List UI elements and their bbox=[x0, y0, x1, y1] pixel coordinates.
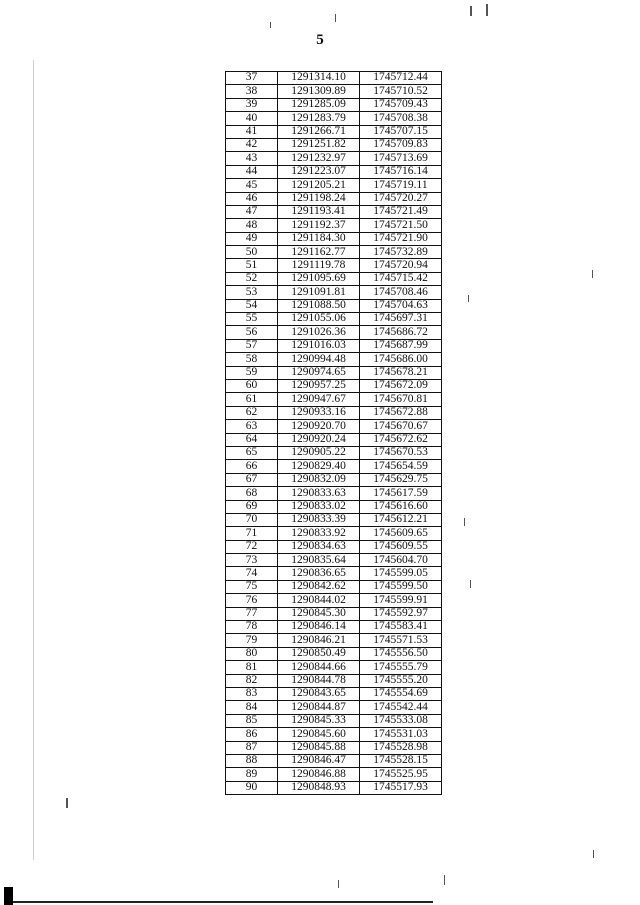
table-row bbox=[226, 313, 442, 326]
table-row bbox=[226, 272, 442, 285]
x-coordinate-cell: 1290994.48 bbox=[278, 353, 360, 366]
y-coordinate-cell: 1745517.93 bbox=[360, 781, 442, 794]
y-coordinate-cell: 1745670.53 bbox=[360, 446, 442, 459]
scan-speck bbox=[464, 518, 465, 526]
y-coordinate-cell: 1745712.44 bbox=[360, 72, 442, 85]
point-number-cell: 85 bbox=[226, 714, 278, 727]
y-coordinate-cell: 1745686.00 bbox=[360, 353, 442, 366]
point-number-cell: 45 bbox=[226, 179, 278, 192]
table-row bbox=[226, 687, 442, 700]
point-number-cell: 60 bbox=[226, 379, 278, 392]
table-row bbox=[226, 246, 442, 259]
point-number-cell: 50 bbox=[226, 246, 278, 259]
point-number-cell: 70 bbox=[226, 513, 278, 526]
x-coordinate-cell: 1290845.30 bbox=[278, 607, 360, 620]
x-coordinate-cell: 1291232.97 bbox=[278, 152, 360, 165]
table-row bbox=[226, 527, 442, 540]
point-number-cell: 68 bbox=[226, 487, 278, 500]
table-row bbox=[226, 754, 442, 767]
table-row bbox=[226, 728, 442, 741]
coordinates-table bbox=[225, 71, 442, 795]
x-coordinate-cell: 1290835.64 bbox=[278, 554, 360, 567]
y-coordinate-cell: 1745697.31 bbox=[360, 313, 442, 326]
y-coordinate-cell: 1745716.14 bbox=[360, 165, 442, 178]
point-number-cell: 40 bbox=[226, 112, 278, 125]
x-coordinate-cell: 1290844.02 bbox=[278, 594, 360, 607]
table-row bbox=[226, 420, 442, 433]
x-coordinate-cell: 1290848.93 bbox=[278, 781, 360, 794]
y-coordinate-cell: 1745533.08 bbox=[360, 714, 442, 727]
x-coordinate-cell: 1291119.78 bbox=[278, 259, 360, 272]
x-coordinate-cell: 1291095.69 bbox=[278, 272, 360, 285]
table-row bbox=[226, 781, 442, 794]
table-row bbox=[226, 741, 442, 754]
y-coordinate-cell: 1745531.03 bbox=[360, 728, 442, 741]
scan-speck bbox=[593, 850, 594, 858]
point-number-cell: 74 bbox=[226, 567, 278, 580]
scan-speck bbox=[486, 4, 488, 16]
point-number-cell: 54 bbox=[226, 299, 278, 312]
table-row bbox=[226, 701, 442, 714]
table-row bbox=[226, 152, 442, 165]
x-coordinate-cell: 1290933.16 bbox=[278, 406, 360, 419]
y-coordinate-cell: 1745721.90 bbox=[360, 232, 442, 245]
x-coordinate-cell: 1291091.81 bbox=[278, 286, 360, 299]
point-number-cell: 52 bbox=[226, 272, 278, 285]
point-number-cell: 37 bbox=[226, 72, 278, 85]
x-coordinate-cell: 1290920.24 bbox=[278, 433, 360, 446]
table-row bbox=[226, 580, 442, 593]
table-row bbox=[226, 406, 442, 419]
y-coordinate-cell: 1745719.11 bbox=[360, 179, 442, 192]
y-coordinate-cell: 1745571.53 bbox=[360, 634, 442, 647]
point-number-cell: 89 bbox=[226, 768, 278, 781]
point-number-cell: 39 bbox=[226, 98, 278, 111]
x-coordinate-cell: 1290845.88 bbox=[278, 741, 360, 754]
x-coordinate-cell: 1290846.47 bbox=[278, 754, 360, 767]
scan-speck bbox=[335, 14, 336, 22]
point-number-cell: 75 bbox=[226, 580, 278, 593]
y-coordinate-cell: 1745528.15 bbox=[360, 754, 442, 767]
y-coordinate-cell: 1745708.46 bbox=[360, 286, 442, 299]
point-number-cell: 38 bbox=[226, 85, 278, 98]
y-coordinate-cell: 1745609.65 bbox=[360, 527, 442, 540]
point-number-cell: 61 bbox=[226, 393, 278, 406]
point-number-cell: 86 bbox=[226, 728, 278, 741]
x-coordinate-cell: 1290844.78 bbox=[278, 674, 360, 687]
y-coordinate-cell: 1745672.88 bbox=[360, 406, 442, 419]
y-coordinate-cell: 1745556.50 bbox=[360, 647, 442, 660]
x-coordinate-cell: 1291193.41 bbox=[278, 205, 360, 218]
y-coordinate-cell: 1745720.27 bbox=[360, 192, 442, 205]
point-number-cell: 63 bbox=[226, 420, 278, 433]
scan-speck bbox=[270, 22, 271, 28]
table-row bbox=[226, 661, 442, 674]
table-row bbox=[226, 647, 442, 660]
table-row bbox=[226, 125, 442, 138]
y-coordinate-cell: 1745708.38 bbox=[360, 112, 442, 125]
point-number-cell: 46 bbox=[226, 192, 278, 205]
x-coordinate-cell: 1290974.65 bbox=[278, 366, 360, 379]
point-number-cell: 90 bbox=[226, 781, 278, 794]
table-row bbox=[226, 393, 442, 406]
point-number-cell: 42 bbox=[226, 138, 278, 151]
y-coordinate-cell: 1745670.67 bbox=[360, 420, 442, 433]
x-coordinate-cell: 1290833.92 bbox=[278, 527, 360, 540]
table-row bbox=[226, 98, 442, 111]
x-coordinate-cell: 1291266.71 bbox=[278, 125, 360, 138]
y-coordinate-cell: 1745715.42 bbox=[360, 272, 442, 285]
point-number-cell: 72 bbox=[226, 540, 278, 553]
point-number-cell: 65 bbox=[226, 446, 278, 459]
y-coordinate-cell: 1745629.75 bbox=[360, 473, 442, 486]
point-number-cell: 79 bbox=[226, 634, 278, 647]
x-coordinate-cell: 1290834.63 bbox=[278, 540, 360, 553]
x-coordinate-cell: 1290843.65 bbox=[278, 687, 360, 700]
y-coordinate-cell: 1745686.72 bbox=[360, 326, 442, 339]
table-row bbox=[226, 138, 442, 151]
y-coordinate-cell: 1745709.43 bbox=[360, 98, 442, 111]
point-number-cell: 76 bbox=[226, 594, 278, 607]
x-coordinate-cell: 1291192.37 bbox=[278, 219, 360, 232]
table-row bbox=[226, 513, 442, 526]
x-coordinate-cell: 1290833.63 bbox=[278, 487, 360, 500]
point-number-cell: 78 bbox=[226, 621, 278, 634]
point-number-cell: 55 bbox=[226, 313, 278, 326]
table-row bbox=[226, 379, 442, 392]
table-row bbox=[226, 366, 442, 379]
point-number-cell: 77 bbox=[226, 607, 278, 620]
x-coordinate-cell: 1291283.79 bbox=[278, 112, 360, 125]
y-coordinate-cell: 1745542.44 bbox=[360, 701, 442, 714]
y-coordinate-cell: 1745599.50 bbox=[360, 580, 442, 593]
x-coordinate-cell: 1290947.67 bbox=[278, 393, 360, 406]
coordinates-table-body bbox=[226, 72, 442, 795]
table-row bbox=[226, 112, 442, 125]
x-coordinate-cell: 1290833.02 bbox=[278, 500, 360, 513]
point-number-cell: 80 bbox=[226, 647, 278, 660]
table-row bbox=[226, 326, 442, 339]
y-coordinate-cell: 1745583.41 bbox=[360, 621, 442, 634]
x-coordinate-cell: 1290845.33 bbox=[278, 714, 360, 727]
y-coordinate-cell: 1745604.70 bbox=[360, 554, 442, 567]
y-coordinate-cell: 1745720.94 bbox=[360, 259, 442, 272]
y-coordinate-cell: 1745672.62 bbox=[360, 433, 442, 446]
point-number-cell: 57 bbox=[226, 339, 278, 352]
x-coordinate-cell: 1291162.77 bbox=[278, 246, 360, 259]
point-number-cell: 69 bbox=[226, 500, 278, 513]
y-coordinate-cell: 1745678.21 bbox=[360, 366, 442, 379]
table-row bbox=[226, 259, 442, 272]
y-coordinate-cell: 1745554.69 bbox=[360, 687, 442, 700]
y-coordinate-cell: 1745710.52 bbox=[360, 85, 442, 98]
table-row bbox=[226, 473, 442, 486]
x-coordinate-cell: 1290833.39 bbox=[278, 513, 360, 526]
table-row bbox=[226, 165, 442, 178]
point-number-cell: 43 bbox=[226, 152, 278, 165]
page-number: 5 bbox=[316, 32, 324, 48]
scan-speck bbox=[470, 580, 471, 588]
scan-speck bbox=[592, 270, 593, 278]
x-coordinate-cell: 1290844.87 bbox=[278, 701, 360, 714]
point-number-cell: 53 bbox=[226, 286, 278, 299]
y-coordinate-cell: 1745707.15 bbox=[360, 125, 442, 138]
scan-speck bbox=[338, 880, 339, 888]
point-number-cell: 64 bbox=[226, 433, 278, 446]
point-number-cell: 81 bbox=[226, 661, 278, 674]
table-row bbox=[226, 554, 442, 567]
scan-speck bbox=[468, 295, 469, 302]
scan-bottom-line bbox=[13, 901, 433, 903]
table-row bbox=[226, 85, 442, 98]
table-row bbox=[226, 500, 442, 513]
table-row bbox=[226, 219, 442, 232]
y-coordinate-cell: 1745721.49 bbox=[360, 205, 442, 218]
point-number-cell: 82 bbox=[226, 674, 278, 687]
point-number-cell: 71 bbox=[226, 527, 278, 540]
y-coordinate-cell: 1745617.59 bbox=[360, 487, 442, 500]
scan-speck bbox=[470, 6, 472, 16]
x-coordinate-cell: 1291309.89 bbox=[278, 85, 360, 98]
point-number-cell: 44 bbox=[226, 165, 278, 178]
table-row bbox=[226, 192, 442, 205]
x-coordinate-cell: 1290829.40 bbox=[278, 460, 360, 473]
table-row bbox=[226, 634, 442, 647]
table-row bbox=[226, 433, 442, 446]
x-coordinate-cell: 1291198.24 bbox=[278, 192, 360, 205]
y-coordinate-cell: 1745555.79 bbox=[360, 661, 442, 674]
point-number-cell: 48 bbox=[226, 219, 278, 232]
table-row bbox=[226, 179, 442, 192]
table-row bbox=[226, 540, 442, 553]
table-row bbox=[226, 621, 442, 634]
y-coordinate-cell: 1745721.50 bbox=[360, 219, 442, 232]
point-number-cell: 73 bbox=[226, 554, 278, 567]
y-coordinate-cell: 1745599.91 bbox=[360, 594, 442, 607]
point-number-cell: 56 bbox=[226, 326, 278, 339]
y-coordinate-cell: 1745670.81 bbox=[360, 393, 442, 406]
point-number-cell: 47 bbox=[226, 205, 278, 218]
point-number-cell: 84 bbox=[226, 701, 278, 714]
x-coordinate-cell: 1290844.66 bbox=[278, 661, 360, 674]
point-number-cell: 83 bbox=[226, 687, 278, 700]
table-row bbox=[226, 594, 442, 607]
x-coordinate-cell: 1290850.49 bbox=[278, 647, 360, 660]
table-row bbox=[226, 232, 442, 245]
x-coordinate-cell: 1291205.21 bbox=[278, 179, 360, 192]
point-number-cell: 41 bbox=[226, 125, 278, 138]
y-coordinate-cell: 1745616.60 bbox=[360, 500, 442, 513]
x-coordinate-cell: 1290846.21 bbox=[278, 634, 360, 647]
table-row bbox=[226, 72, 442, 85]
x-coordinate-cell: 1290846.88 bbox=[278, 768, 360, 781]
table-row bbox=[226, 714, 442, 727]
y-coordinate-cell: 1745599.05 bbox=[360, 567, 442, 580]
y-coordinate-cell: 1745555.20 bbox=[360, 674, 442, 687]
point-number-cell: 49 bbox=[226, 232, 278, 245]
table-row bbox=[226, 353, 442, 366]
table-row bbox=[226, 567, 442, 580]
table-row bbox=[226, 339, 442, 352]
x-coordinate-cell: 1290845.60 bbox=[278, 728, 360, 741]
y-coordinate-cell: 1745528.98 bbox=[360, 741, 442, 754]
table-row bbox=[226, 674, 442, 687]
point-number-cell: 62 bbox=[226, 406, 278, 419]
y-coordinate-cell: 1745672.09 bbox=[360, 379, 442, 392]
table-row bbox=[226, 299, 442, 312]
y-coordinate-cell: 1745592.97 bbox=[360, 607, 442, 620]
scan-speck bbox=[444, 875, 445, 885]
x-coordinate-cell: 1291184.30 bbox=[278, 232, 360, 245]
point-number-cell: 51 bbox=[226, 259, 278, 272]
y-coordinate-cell: 1745612.21 bbox=[360, 513, 442, 526]
y-coordinate-cell: 1745709.83 bbox=[360, 138, 442, 151]
y-coordinate-cell: 1745713.69 bbox=[360, 152, 442, 165]
x-coordinate-cell: 1291088.50 bbox=[278, 299, 360, 312]
x-coordinate-cell: 1290957.25 bbox=[278, 379, 360, 392]
x-coordinate-cell: 1291016.03 bbox=[278, 339, 360, 352]
point-number-cell: 88 bbox=[226, 754, 278, 767]
point-number-cell: 87 bbox=[226, 741, 278, 754]
x-coordinate-cell: 1291285.09 bbox=[278, 98, 360, 111]
x-coordinate-cell: 1290920.70 bbox=[278, 420, 360, 433]
y-coordinate-cell: 1745609.55 bbox=[360, 540, 442, 553]
y-coordinate-cell: 1745704.63 bbox=[360, 299, 442, 312]
table-row bbox=[226, 205, 442, 218]
y-coordinate-cell: 1745732.89 bbox=[360, 246, 442, 259]
point-number-cell: 59 bbox=[226, 366, 278, 379]
x-coordinate-cell: 1290905.22 bbox=[278, 446, 360, 459]
table-row bbox=[226, 768, 442, 781]
table-row bbox=[226, 286, 442, 299]
x-coordinate-cell: 1291223.07 bbox=[278, 165, 360, 178]
table-row bbox=[226, 460, 442, 473]
table-row bbox=[226, 607, 442, 620]
scan-speck bbox=[66, 798, 68, 808]
y-coordinate-cell: 1745654.59 bbox=[360, 460, 442, 473]
scan-margin-line bbox=[33, 60, 34, 860]
x-coordinate-cell: 1291026.36 bbox=[278, 326, 360, 339]
point-number-cell: 67 bbox=[226, 473, 278, 486]
x-coordinate-cell: 1290836.65 bbox=[278, 567, 360, 580]
x-coordinate-cell: 1291055.06 bbox=[278, 313, 360, 326]
table-row bbox=[226, 487, 442, 500]
table-row bbox=[226, 446, 442, 459]
x-coordinate-cell: 1290846.14 bbox=[278, 621, 360, 634]
y-coordinate-cell: 1745525.95 bbox=[360, 768, 442, 781]
x-coordinate-cell: 1290842.62 bbox=[278, 580, 360, 593]
x-coordinate-cell: 1290832.09 bbox=[278, 473, 360, 486]
scan-edge-mark bbox=[4, 887, 13, 905]
x-coordinate-cell: 1291251.82 bbox=[278, 138, 360, 151]
y-coordinate-cell: 1745687.99 bbox=[360, 339, 442, 352]
point-number-cell: 58 bbox=[226, 353, 278, 366]
x-coordinate-cell: 1291314.10 bbox=[278, 72, 360, 85]
point-number-cell: 66 bbox=[226, 460, 278, 473]
